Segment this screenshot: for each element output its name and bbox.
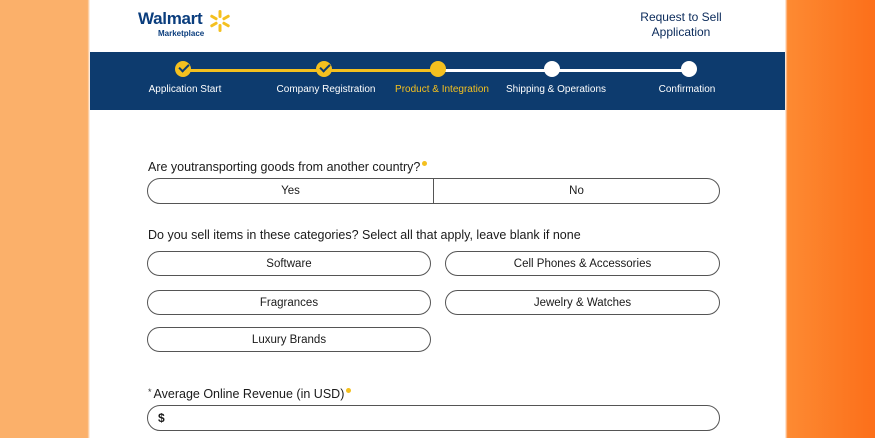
category-software[interactable]: Software [147,251,431,276]
question-import-goods-label: Are youtransporting goods from another country? [148,160,421,174]
category-jewelry-watches[interactable]: Jewelry & Watches [445,290,720,315]
required-indicator-icon [422,161,427,166]
question-categories: Do you sell items in these categories? Select all that apply, leave blank if none [148,228,581,242]
step-label-application-start: Application Start [148,84,222,95]
option-no[interactable]: No [433,179,719,203]
step-label-shipping-operations: Shipping & Operations [505,84,607,95]
spark-icon [208,9,232,33]
application-page [90,0,785,438]
request-title-line2: Application [651,25,711,39]
step-label-product-integration: Product & Integration [395,84,489,95]
dollar-sign-icon: $ [158,411,165,425]
page-header [90,0,785,52]
walmart-marketplace-logo[interactable] [138,9,248,41]
step-dot-shipping-operations [544,61,560,77]
step-dot-confirmation [681,61,697,77]
progress-track-completed [183,69,438,72]
category-fragrances[interactable]: Fragrances [147,290,431,315]
import-goods-toggle [147,178,720,204]
question-import-goods [148,160,427,174]
average-revenue-input[interactable] [165,407,719,429]
step-dot-application-start [175,61,191,77]
category-luxury-brands[interactable]: Luxury Brands [147,327,431,352]
logo-subtitle: Marketplace [158,29,205,38]
check-icon [178,61,189,72]
step-label-confirmation: Confirmation [658,84,716,95]
question-average-revenue-label: Average Online Revenue (in USD) [153,387,345,401]
logo-wordmark: Walmart [138,9,203,28]
category-cell-phones-accessories[interactable]: Cell Phones & Accessories [445,251,720,276]
progress-track-remaining [438,69,688,72]
step-label-company-registration: Company Registration [276,84,376,95]
average-revenue-field[interactable] [147,405,720,431]
request-title-line1: Request to Sell [640,10,722,24]
question-average-revenue [148,387,351,401]
check-icon [319,61,330,72]
request-to-sell-title [631,10,731,40]
step-dot-company-registration [316,61,332,77]
step-dot-product-integration [430,61,446,77]
option-yes[interactable]: Yes [281,185,300,197]
required-asterisk: * [148,387,152,397]
required-indicator-icon [346,388,351,393]
